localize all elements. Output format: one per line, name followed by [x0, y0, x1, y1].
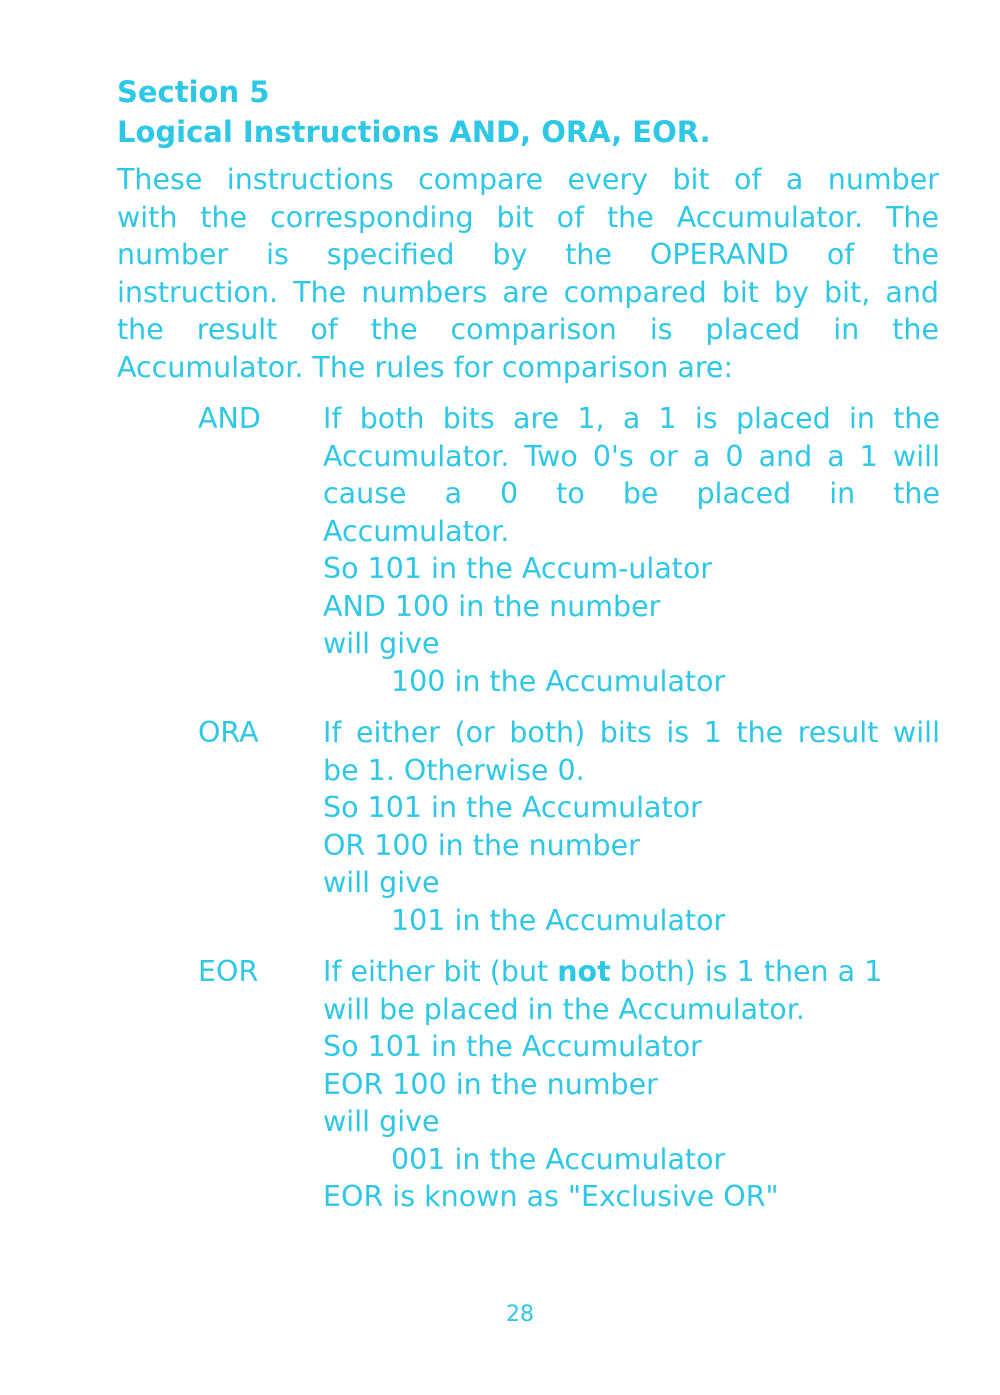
intro-line: These instructions compare every bit of a number — [117, 163, 939, 196]
ora-desc-line: be 1. Otherwise 0. — [323, 753, 585, 787]
and-example-line: So 101 in the Accum-ulator — [323, 552, 713, 585]
and-example-line: will give — [323, 627, 440, 660]
and-desc-line: Accumulator. — [323, 514, 510, 548]
eor-desc-text: both) is 1 then a 1 — [610, 955, 883, 988]
ora-result-line: 101 in the Accumulator — [391, 903, 726, 937]
eor-definition — [323, 953, 940, 1216]
intro-line: instruction. The numbers are compared bit by bit, and — [117, 275, 939, 309]
and-example-line: AND 100 in the number — [323, 589, 661, 623]
intro-line: the result of the comparison is placed in the — [117, 313, 939, 346]
page-number: 28 — [506, 1302, 534, 1327]
ora-term: ORA — [198, 716, 259, 749]
ora-example-line: OR 100 in the number — [323, 828, 640, 862]
intro-line: with the corresponding bit of the Accumulator. The — [117, 200, 939, 234]
intro-line: number is specified by the OPERAND of the — [117, 238, 939, 271]
and-result-line: 100 in the Accumulator — [391, 664, 726, 698]
eor-desc-emphasis: not — [557, 955, 611, 988]
and-definition — [323, 400, 940, 700]
eor-result-line: 001 in the Accumulator — [391, 1142, 726, 1176]
eor-desc-text: If either bit (but — [323, 955, 558, 988]
and-desc-line: cause a 0 to be placed in the — [323, 477, 940, 510]
eor-example-line: will give — [323, 1105, 440, 1138]
and-term: AND — [198, 402, 261, 435]
and-desc-line: Accumulator. Two 0's or a 0 and a 1 will — [323, 439, 940, 473]
eor-example-line: EOR 100 in the number — [323, 1067, 658, 1101]
ora-example-line: So 101 in the Accumulator — [323, 791, 702, 824]
eor-desc-line — [323, 953, 940, 991]
intro-paragraph — [117, 161, 939, 386]
ora-desc-line: If either (or both) bits is 1 the result will — [323, 716, 940, 749]
ora-example-line: will give — [323, 866, 440, 899]
intro-line: Accumulator. The rules for comparison are: — [117, 350, 734, 384]
section-title: Logical Instructions AND, ORA, EOR. — [117, 115, 711, 149]
eor-term: EOR — [198, 955, 259, 988]
ora-definition — [323, 714, 940, 939]
section-label: Section 5 — [117, 75, 270, 109]
eor-example-line: So 101 in the Accumulator — [323, 1030, 702, 1063]
and-desc-line: If both bits are 1, a 1 is placed in the — [323, 402, 940, 435]
eor-desc-line: will be placed in the Accumulator. — [323, 992, 805, 1026]
eor-note: EOR is known as "Exclusive OR" — [323, 1180, 779, 1213]
